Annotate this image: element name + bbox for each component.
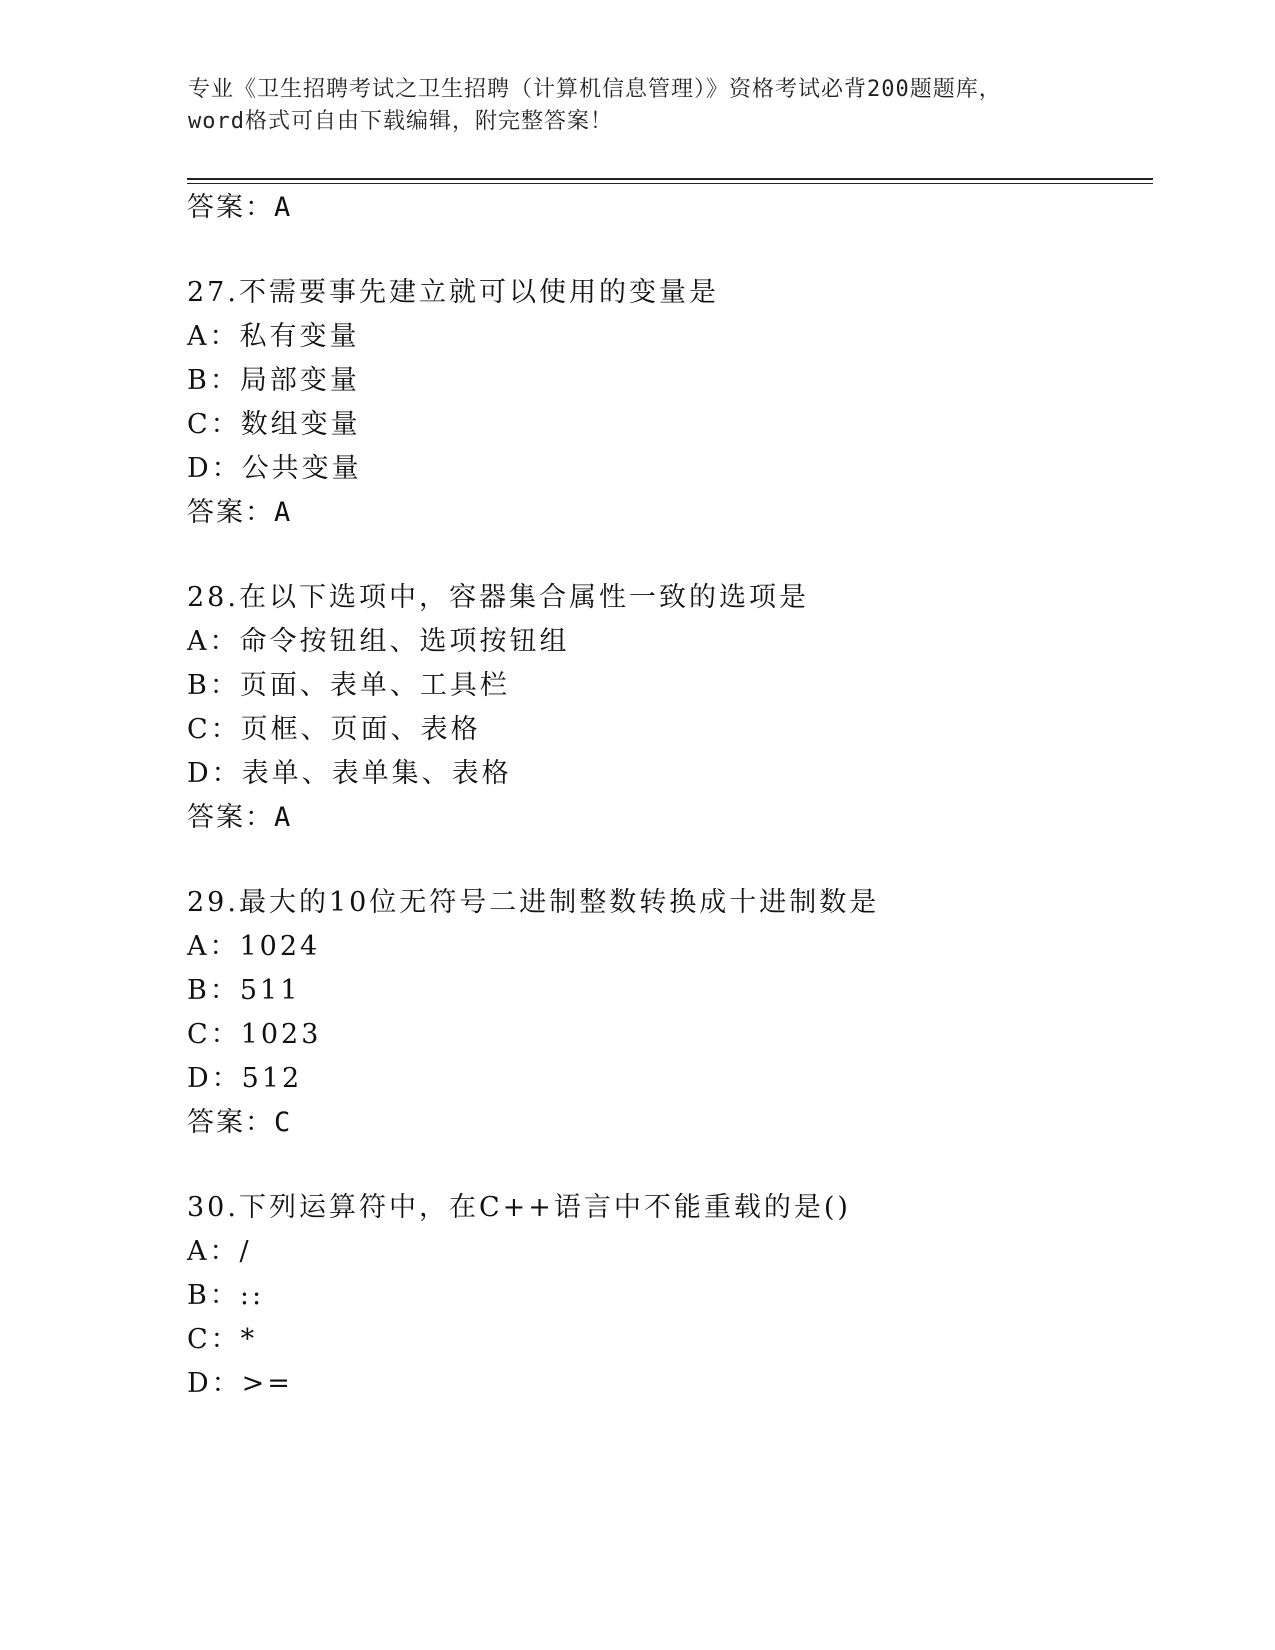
question-27-option-d: D：公共变量 — [187, 453, 362, 484]
question-27-option-a: A：私有变量 — [187, 321, 360, 352]
question-30-stem: 30.下列运算符中，在C++语言中不能重载的是() — [187, 1192, 851, 1223]
question-30-option-a: A：/ — [187, 1236, 252, 1267]
question-28-option-c: C：页框、页面、表格 — [187, 714, 481, 745]
question-29-option-c: C：1023 — [187, 1019, 322, 1050]
header-divider-thick — [187, 178, 1153, 180]
header-line-1: 专业《卫生招聘考试之卫生招聘（计算机信息管理）》资格考试必背200题题库， — [188, 77, 1002, 102]
question-30-option-c: C：* — [187, 1324, 258, 1355]
question-29-answer: 答案：C — [187, 1107, 293, 1138]
question-28-option-a: A：命令按钮组、选项按钮组 — [187, 626, 570, 657]
question-29-option-a: A：1024 — [187, 931, 321, 962]
question-30-option-b: B：:: — [187, 1280, 265, 1311]
document-header — [188, 74, 1088, 138]
question-28-option-b: B：页面、表单、工具栏 — [187, 670, 510, 701]
header-line-2: word格式可自由下载编辑，附完整答案！ — [188, 109, 613, 134]
question-29-option-b: B：511 — [187, 975, 301, 1006]
question-27-option-b: B：局部变量 — [187, 365, 360, 396]
question-28-answer: 答案：A — [187, 802, 293, 833]
question-29-option-d: D：512 — [187, 1063, 303, 1094]
previous-answer: 答案：A — [187, 192, 293, 223]
question-29-stem: 29.最大的10位无符号二进制整数转换成十进制数是 — [187, 887, 880, 918]
question-28-option-d: D：表单、表单集、表格 — [187, 758, 512, 789]
question-30-option-d: D：>= — [187, 1368, 293, 1399]
question-27-option-c: C：数组变量 — [187, 409, 361, 440]
question-27-stem: 27.不需要事先建立就可以使用的变量是 — [187, 277, 719, 308]
header-divider-thin — [187, 183, 1153, 184]
question-28-stem: 28.在以下选项中，容器集合属性一致的选项是 — [187, 582, 809, 613]
question-27-answer: 答案：A — [187, 497, 293, 528]
